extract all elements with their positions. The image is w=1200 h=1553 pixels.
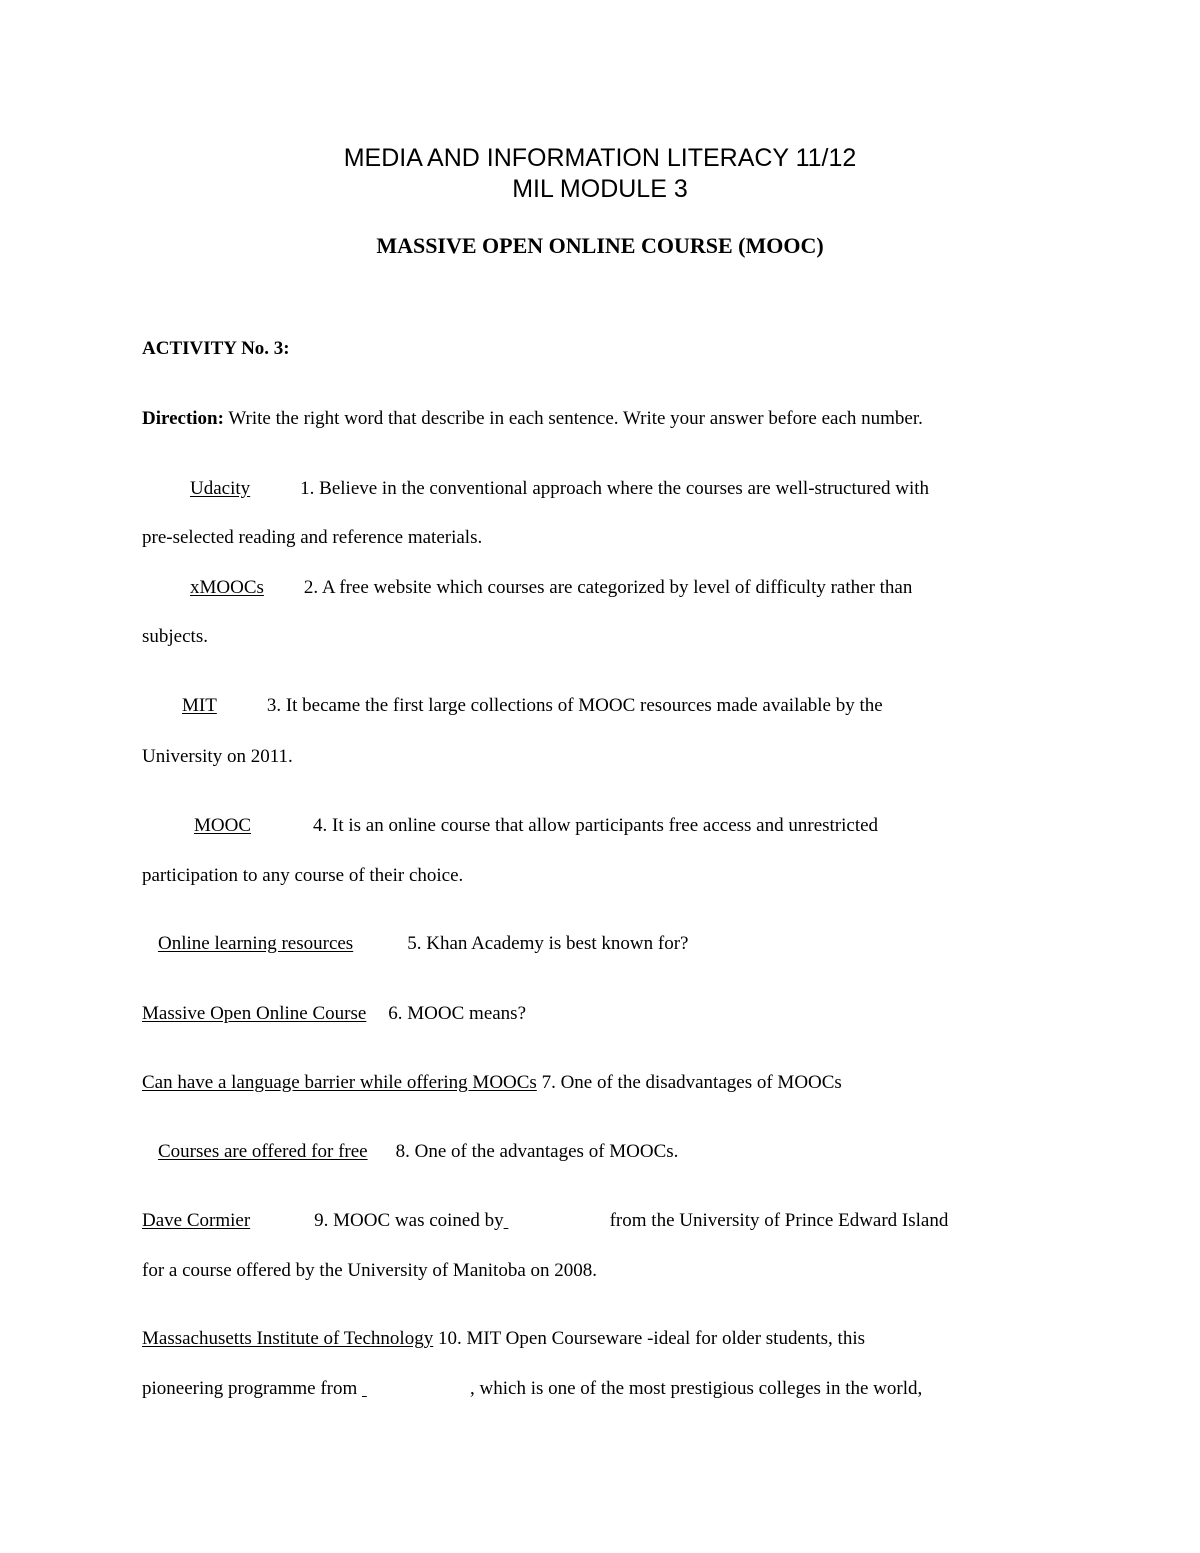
question-5-text: 5. Khan Academy is best known for?	[407, 933, 689, 954]
question-10-text-a: pioneering programme from	[142, 1378, 363, 1399]
question-10-text-b: , which is one of the most prestigious colleges in the world,	[470, 1378, 923, 1399]
blank-9	[504, 1210, 610, 1232]
direction-text: Write the right word that describe in each sentence. Write your answer before each number.	[223, 408, 923, 429]
question-9-text-b: from the University of Prince Edward Island	[609, 1210, 949, 1231]
question-5	[142, 933, 688, 955]
answer-6: Massive Open Online Course	[142, 1003, 367, 1024]
question-2	[142, 577, 912, 599]
question-7-text: 7. One of the disadvantages of MOOCs	[536, 1072, 842, 1093]
question-2-text: 2. A free website which courses are categorized by level of difficulty rather than	[303, 577, 913, 598]
question-3-text: 3. It became the first large collections of MOOC resources made available by the	[266, 695, 883, 716]
question-3	[142, 695, 883, 717]
question-1-cont: pre-selected reading and reference materials.	[142, 527, 483, 548]
module-title: MIL MODULE 3	[512, 175, 688, 203]
answer-7: Can have a language barrier while offering MOOCs	[142, 1072, 537, 1093]
question-4-text: 4. It is an online course that allow participants free access and unrestricted	[313, 815, 879, 836]
document-subtitle: MASSIVE OPEN ONLINE COURSE (MOOC)	[376, 233, 824, 258]
question-4	[142, 815, 878, 837]
blank-10	[362, 1378, 470, 1400]
question-3-cont: University on 2011.	[142, 746, 293, 767]
answer-9: Dave Cormier	[142, 1210, 251, 1231]
activity-label: ACTIVITY No. 3:	[142, 338, 290, 359]
answer-10: Massachusetts Institute of Technology	[142, 1328, 434, 1349]
answer-2: xMOOCs	[190, 577, 264, 598]
direction-line	[142, 408, 923, 430]
question-8-text: 8. One of the advantages of MOOCs.	[395, 1141, 679, 1162]
question-4-cont: participation to any course of their choice.	[142, 865, 464, 886]
answer-5: Online learning resources	[158, 933, 354, 954]
question-7	[142, 1072, 842, 1094]
answer-1: Udacity	[190, 478, 251, 499]
question-6	[142, 1003, 526, 1025]
question-9-cont: for a course offered by the University of Manitoba on 2008.	[142, 1260, 597, 1281]
question-10	[142, 1328, 865, 1350]
question-8	[142, 1141, 678, 1163]
question-9	[142, 1210, 948, 1232]
question-6-text: 6. MOOC means?	[388, 1003, 527, 1024]
answer-8: Courses are offered for free	[158, 1141, 368, 1162]
question-10-cont	[142, 1378, 922, 1400]
question-1	[142, 478, 929, 500]
question-2-cont: subjects.	[142, 626, 208, 647]
question-10-text: 10. MIT Open Courseware -ideal for older students, this	[433, 1328, 866, 1349]
answer-4: MOOC	[194, 815, 252, 836]
direction-label: Direction:	[142, 408, 224, 429]
question-9-text-a: 9. MOOC was coined by	[314, 1210, 504, 1231]
question-1-text: 1. Believe in the conventional approach where the courses are well-structured with	[300, 478, 930, 499]
document-title: MEDIA AND INFORMATION LITERACY 11/12	[343, 144, 857, 172]
answer-3: MIT	[182, 695, 217, 716]
